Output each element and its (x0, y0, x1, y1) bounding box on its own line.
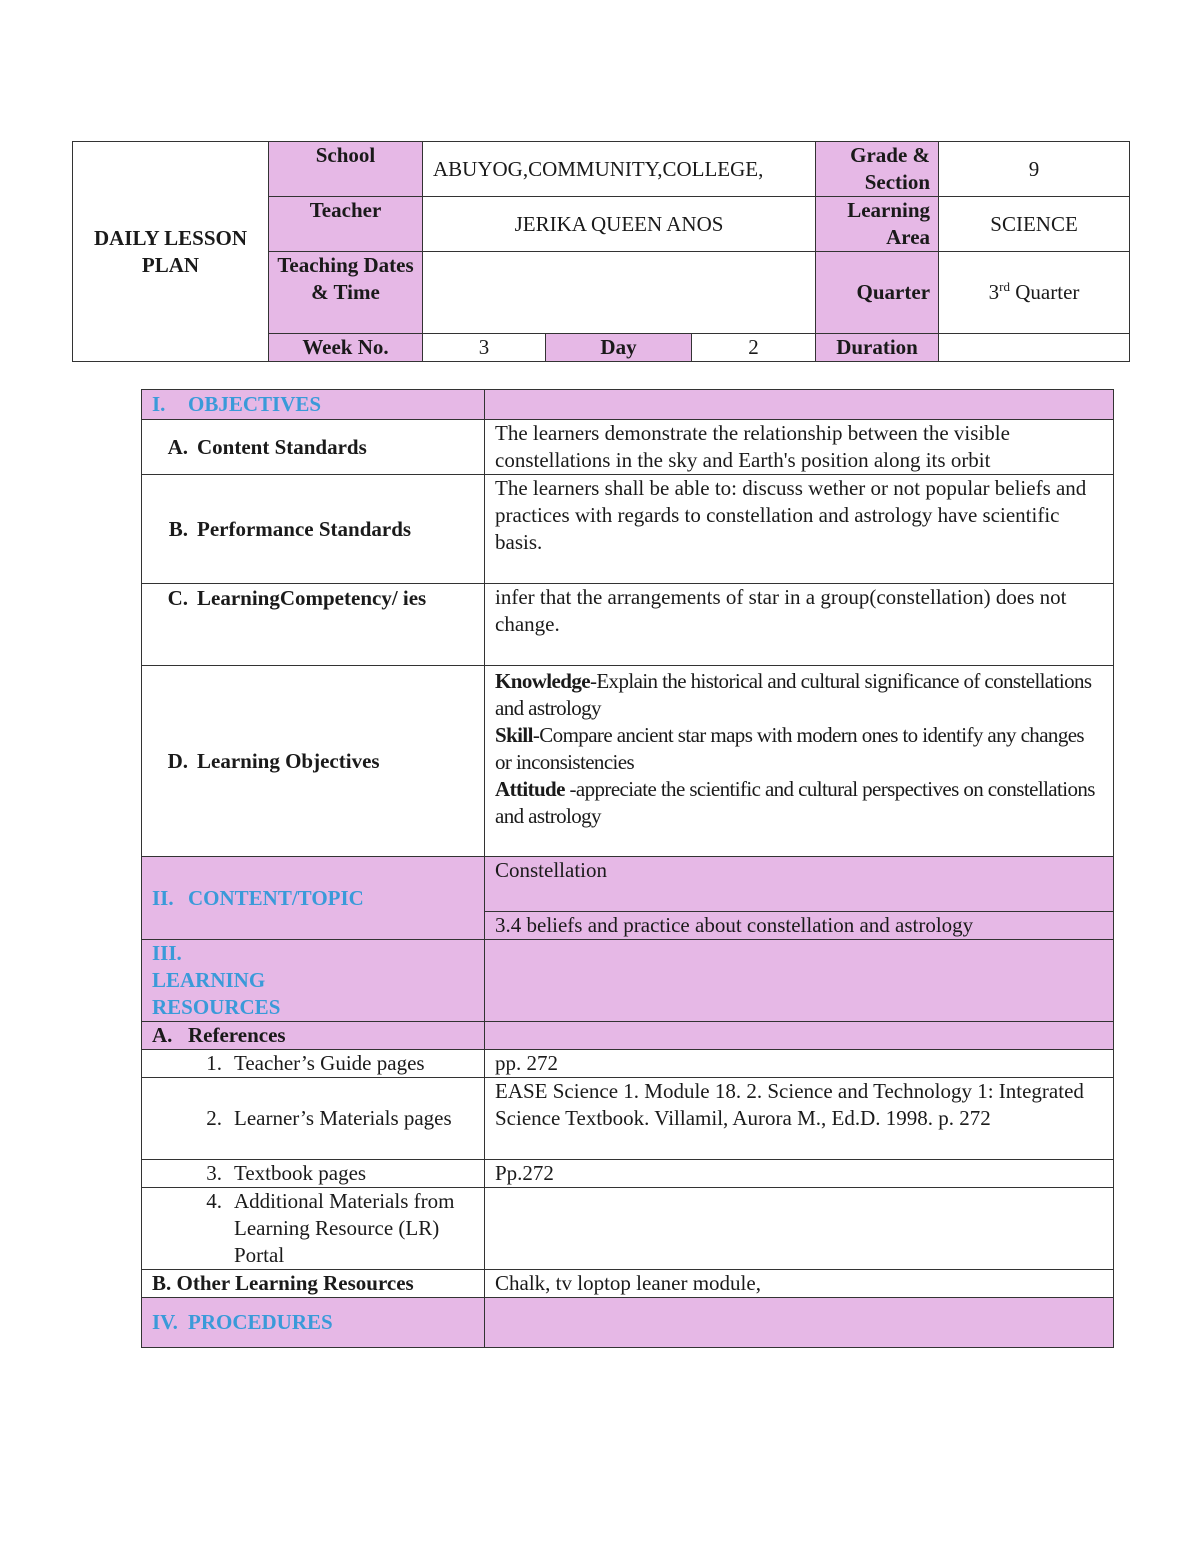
competency-text: infer that the arrangements of star in a group(constellation) does not change. (485, 584, 1114, 666)
performance-standards-row: B. Performance Standards The learners shall be able to: discuss wether or not popular beliefs and practices with regards to constellation and astrology have scientific basis. (142, 475, 1114, 584)
content-subtopic: 3.4 beliefs and practice about constellation and astrology (485, 912, 1114, 940)
competency-row: C. LearningCompetency/ ies infer that the arrangements of star in a group(constellation) does not change. (142, 584, 1114, 666)
dates-label: Teaching Dates & Time (269, 252, 423, 334)
other-resources-value: Chalk, tv loptop leaner module, (485, 1270, 1114, 1298)
lesson-plan-table (141, 389, 1114, 1348)
day-label: Day (546, 334, 692, 362)
content-topic-heading: II. CONTENT/TOPIC (142, 857, 485, 940)
grade-label: Grade & Section (816, 142, 939, 197)
reference-label: Teacher’s Guide pages (234, 1051, 425, 1075)
area-label: Learning Area (816, 197, 939, 252)
learning-objectives-text: Knowledge-Explain the historical and cultural significance of constellations and astrology Skill-Compare ancient star maps with modern ones to identify any changes or inconsistencies Attitude -appreciate the scientific and cultural perspectives on constellations and astrology (485, 666, 1114, 857)
reference-label: Additional Materials from Learning Resource (LR) Portal (234, 1189, 455, 1267)
content-topic: Constellation (485, 857, 1114, 912)
references-heading: A. References (142, 1022, 485, 1050)
grade-value: 9 (939, 142, 1130, 197)
duration-label: Duration (816, 334, 939, 362)
objectives-row (142, 390, 1114, 420)
area-value: SCIENCE (939, 197, 1130, 252)
performance-standards-label: Performance Standards (197, 516, 412, 541)
reference-value (485, 1188, 1114, 1270)
reference-row: 4. Additional Materials from Learning Resource (LR) Portal (142, 1188, 1114, 1270)
performance-standards-text: The learners shall be able to: discuss wether or not popular beliefs and practices with regards to constellation and astrology have scientific basis. (485, 475, 1114, 584)
competency-label: LearningCompetency/ ies (197, 586, 427, 610)
objectives-heading: I. OBJECTIVES (142, 390, 485, 420)
reference-value: Pp.272 (485, 1160, 1114, 1188)
learning-objectives-row: D. Learning Objectives Knowledge-Explain the historical and cultural significance of constellations and astrology Skill-Compare ancient star maps with modern ones to identify any changes or inconsistencies Attitude -appreciate the scientific and cultural perspectives on constellations and astrology (142, 666, 1114, 857)
other-resources-row (142, 1270, 1114, 1298)
reference-row: 3. Textbook pages Pp.272 (142, 1160, 1114, 1188)
week-label: Week No. (269, 334, 423, 362)
procedures-heading: IV. PROCEDURES (142, 1298, 485, 1348)
content-standards-row: A. Content Standards The learners demonstrate the relationship between the visible constellations in the sky and Earth's position along its orbit (142, 420, 1114, 475)
references-row (142, 1022, 1114, 1050)
procedures-row (142, 1298, 1114, 1348)
dates-value (423, 252, 816, 334)
school-label: School (269, 142, 423, 197)
learning-objectives-label: Learning Objectives (197, 748, 380, 773)
learning-resources-heading: III. LEARNING RESOURCES (142, 940, 485, 1022)
other-resources-label: B. Other Learning Resources (142, 1270, 485, 1298)
quarter-value: 3rd Quarter (939, 252, 1130, 334)
header-table (72, 141, 1130, 362)
reference-row: 1. Teacher’s Guide pages pp. 272 (142, 1050, 1114, 1078)
reference-value: pp. 272 (485, 1050, 1114, 1078)
content-standards-label: Content Standards (197, 434, 367, 459)
learning-resources-row (142, 940, 1114, 1022)
reference-row: 2. Learner’s Materials pages EASE Science 1. Module 18. 2. Science and Technology 1: Integrated Science Textbook. Villamil, Aurora M., Ed.D. 1998. p. 272 (142, 1078, 1114, 1160)
school-value: ABUYOG,COMMUNITY,COLLEGE, (423, 142, 816, 197)
lesson-plan-title: DAILY LESSON PLAN (73, 142, 269, 362)
week-value: 3 (423, 334, 546, 362)
reference-label: Textbook pages (234, 1161, 367, 1185)
content-topic-row (142, 857, 1114, 912)
content-standards-text: The learners demonstrate the relationship between the visible constellations in the sky and Earth's position along its orbit (485, 420, 1114, 475)
reference-value: EASE Science 1. Module 18. 2. Science and Technology 1: Integrated Science Textbook. Villamil, Aurora M., Ed.D. 1998. p. 272 (485, 1078, 1114, 1160)
teacher-value: JERIKA QUEEN ANOS (423, 197, 816, 252)
day-value: 2 (692, 334, 816, 362)
quarter-label: Quarter (816, 252, 939, 334)
reference-label: Learner’s Materials pages (234, 1106, 452, 1130)
teacher-label: Teacher (269, 197, 423, 252)
duration-value (939, 334, 1130, 362)
